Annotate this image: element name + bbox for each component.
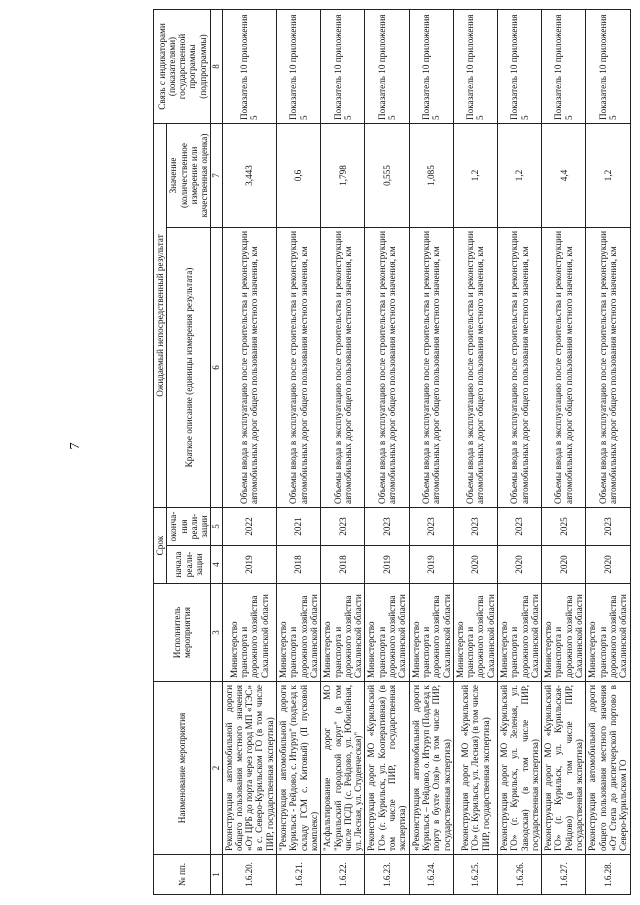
indicator-link: Показатель 10 приложения 5: [542, 10, 586, 124]
page-number: 7: [68, 442, 83, 450]
start-year: 2020: [542, 546, 586, 584]
measure-name: Реконструкция дорог МО «Курильский ГО» (г. Курильск, ул. Зеленая, ул. Заводская) (в том числе ПИР, государственная экспертиза): [497, 682, 541, 855]
result-description: Объемы ввода в эксплуатацию после строительства и реконструкции автомобильных дорог общего пользования местного значения, км: [497, 228, 541, 508]
measure-name: Реконструкция дорог МО «Курильский ГО» (г. Курильск, ул. Кооперативная) (в том числе ПИР, государственная экспертиза): [365, 682, 409, 855]
row-number: 1.6.22.: [321, 855, 365, 895]
measure-name: Реконструкция автомобильной дороги общего пользования местного значения «От Степа до диспетчерской портово в Северо-Курильском ГО: [586, 682, 630, 855]
end-year: 2023: [453, 508, 497, 546]
start-year: 2020: [497, 546, 541, 584]
table-row: [365, 10, 409, 895]
executor: Министерство транспорта и дорожного хозяйства Сахалинской области: [497, 584, 541, 682]
col-number: 4: [211, 546, 222, 584]
table-row: [453, 10, 497, 895]
row-number: 1.6.27.: [542, 855, 586, 895]
result-description: Объемы ввода в эксплуатацию после строительства и реконструкции автомобильных дорог общего пользования местного значения, км: [222, 228, 276, 508]
col-number: 8: [211, 10, 222, 124]
start-year: 2020: [453, 546, 497, 584]
row-number: 1.6.25.: [453, 855, 497, 895]
result-value: 0,6: [277, 124, 321, 228]
header-value: Значение (количественное измерение или качественная оценка): [167, 124, 211, 228]
header-no: № пп.: [154, 855, 211, 895]
start-year: 2019: [409, 546, 453, 584]
result-description: Объемы ввода в эксплуатацию после строительства и реконструкции автомобильных дорог общего пользования местного значения, км: [365, 228, 409, 508]
result-description: Объемы ввода в эксплуатацию после строительства и реконструкции автомобильных дорог общего пользования местного значения, км: [321, 228, 365, 508]
result-description: Объемы ввода в эксплуатацию после строительства и реконструкции автомобильных дорог общего пользования местного значения, км: [586, 228, 630, 508]
result-value: 0,555: [365, 124, 409, 228]
rotated-table-wrapper: [153, 10, 629, 895]
row-number: 1.6.24.: [409, 855, 453, 895]
executor: Министерство транспорта и дорожного хозяйства Сахалинской области: [321, 584, 365, 682]
executor: Министерство транспорта и дорожного хозяйства Сахалинской области: [277, 584, 321, 682]
col-number: 6: [211, 228, 222, 508]
result-description: Объемы ввода в эксплуатацию после строительства и реконструкции автомобильных дорог общего пользования местного значения, км: [453, 228, 497, 508]
result-value: 1,2: [453, 124, 497, 228]
executor: Министерство транспорта и дорожного хозяйства Сахалинской области: [453, 584, 497, 682]
result-description: Объемы ввода в эксплуатацию после строительства и реконструкции автомобильных дорог общего пользования местного значения, км: [542, 228, 586, 508]
col-number: 1: [211, 855, 222, 895]
executor: Министерство транспорта и дорожного хозяйства Сахалинской области: [222, 584, 276, 682]
result-value: 1,798: [321, 124, 365, 228]
result-description: Объемы ввода в эксплуатацию после строительства и реконструкции автомобильных дорог общего пользования местного значения, км: [409, 228, 453, 508]
measure-name: Реконструкция дорог МО «Курильский ГО» (г. Курильск, ул. Лесная) (в том числе ПИР, государственная экспертиза): [453, 682, 497, 855]
row-number: 1.6.26.: [497, 855, 541, 895]
measure-name: Реконструкция автомобильной дороги общего пользования местного значения «От ЦРБ до порта через город МП «ТЭС» в с. Северо-Курильском ГО (в том числе ПИР, государственная экспертиза): [222, 682, 276, 855]
result-description: Объемы ввода в эксплуатацию после строительства и реконструкции автомобильных дорог общего пользования местного значения, км: [277, 228, 321, 508]
end-year: 2025: [542, 508, 586, 546]
result-value: 1,2: [586, 124, 630, 228]
header-brief: Краткое описание (единицы измерения результата): [167, 228, 211, 508]
result-value: 3,443: [222, 124, 276, 228]
end-year: 2023: [586, 508, 630, 546]
table-row: [409, 10, 453, 895]
measure-name: "Реконструкция автомобильной дороги Курильск - Рейдово, с. Итуруп" (подъезд к складу ГСМ с. Китовый) (II пусковой комплекс): [277, 682, 321, 855]
indicator-link: Показатель 10 приложения 5: [497, 10, 541, 124]
col-number: 2: [211, 682, 222, 855]
executor: Министерство транспорта и дорожного хозяйства Сахалинской области: [586, 584, 630, 682]
indicator-link: Показатель 10 приложения 5: [586, 10, 630, 124]
col-number: 3: [211, 584, 222, 682]
indicator-link: Показатель 10 приложения 5: [365, 10, 409, 124]
indicator-link: Показатель 10 приложения 5: [222, 10, 276, 124]
table-row: [586, 10, 630, 895]
measures-table: [153, 9, 631, 895]
end-year: 2022: [222, 508, 276, 546]
executor: Министерство транспорта и дорожного хозяйства Сахалинской области: [365, 584, 409, 682]
row-number: 1.6.28.: [586, 855, 630, 895]
indicator-link: Показатель 10 приложения 5: [453, 10, 497, 124]
header-expected: Ожидаемый непосредственный результат: [154, 124, 167, 508]
end-year: 2023: [321, 508, 365, 546]
header-term: Срок: [154, 508, 167, 584]
row-number: 1.6.23.: [365, 855, 409, 895]
result-value: 4,4: [542, 124, 586, 228]
table-body: [222, 10, 630, 895]
start-year: 2019: [365, 546, 409, 584]
row-number: 1.6.21.: [277, 855, 321, 895]
executor: Министерство транспорта и дорожного хозяйства Сахалинской области: [409, 584, 453, 682]
indicator-link: Показатель 10 приложения 5: [409, 10, 453, 124]
end-year: 2021: [277, 508, 321, 546]
col-number: 5: [211, 508, 222, 546]
start-year: 2018: [321, 546, 365, 584]
end-year: 2023: [409, 508, 453, 546]
indicator-link: Показатель 10 приложения 5: [277, 10, 321, 124]
header-end: оконча-ния реали-зации: [167, 508, 211, 546]
header-link: Связь с индикаторами (показателями) государственной программы (подпрограммы): [154, 10, 211, 124]
measure-name: "Асфальтирование дорог МО "Курильский городской округ" (в том числе ПСД) (с. Рейдово, ул. Юбилейная, ул. Лесная, ул. Студенческая)": [321, 682, 365, 855]
indicator-link: Показатель 10 приложения 5: [321, 10, 365, 124]
table-row: [497, 10, 541, 895]
executor: Министерство транспорта и дорожного хозяйства Сахалинской области: [542, 584, 586, 682]
start-year: 2019: [222, 546, 276, 584]
measure-name: Реконструкция дорог МО «Курильский ГО» (г. Курильск, ул. Курильская-Рейдово) (в том числе ПИР, государственная экспертиза): [542, 682, 586, 855]
end-year: 2023: [497, 508, 541, 546]
table-row: [277, 10, 321, 895]
measure-name: «Реконструкция автомобильной дороги Курильск – Рейдово, о. Итуруп (Подъезд к порту в бухте Оля)» (в том числе ПИР, государственная экспертиза): [409, 682, 453, 855]
table-row: [542, 10, 586, 895]
end-year: 2023: [365, 508, 409, 546]
result-value: 1,085: [409, 124, 453, 228]
start-year: 2018: [277, 546, 321, 584]
table-row: [222, 10, 276, 895]
header-executor: Исполнитель мероприятия: [154, 584, 211, 682]
header-name: Наименование мероприятия: [154, 682, 211, 855]
header-start: начала реали-зации: [167, 546, 211, 584]
row-number: 1.6.20.: [222, 855, 276, 895]
result-value: 1,2: [497, 124, 541, 228]
start-year: 2020: [586, 546, 630, 584]
header-row-1: [154, 10, 167, 895]
column-numbers-row: [211, 10, 222, 895]
col-number: 7: [211, 124, 222, 228]
table-row: [321, 10, 365, 895]
